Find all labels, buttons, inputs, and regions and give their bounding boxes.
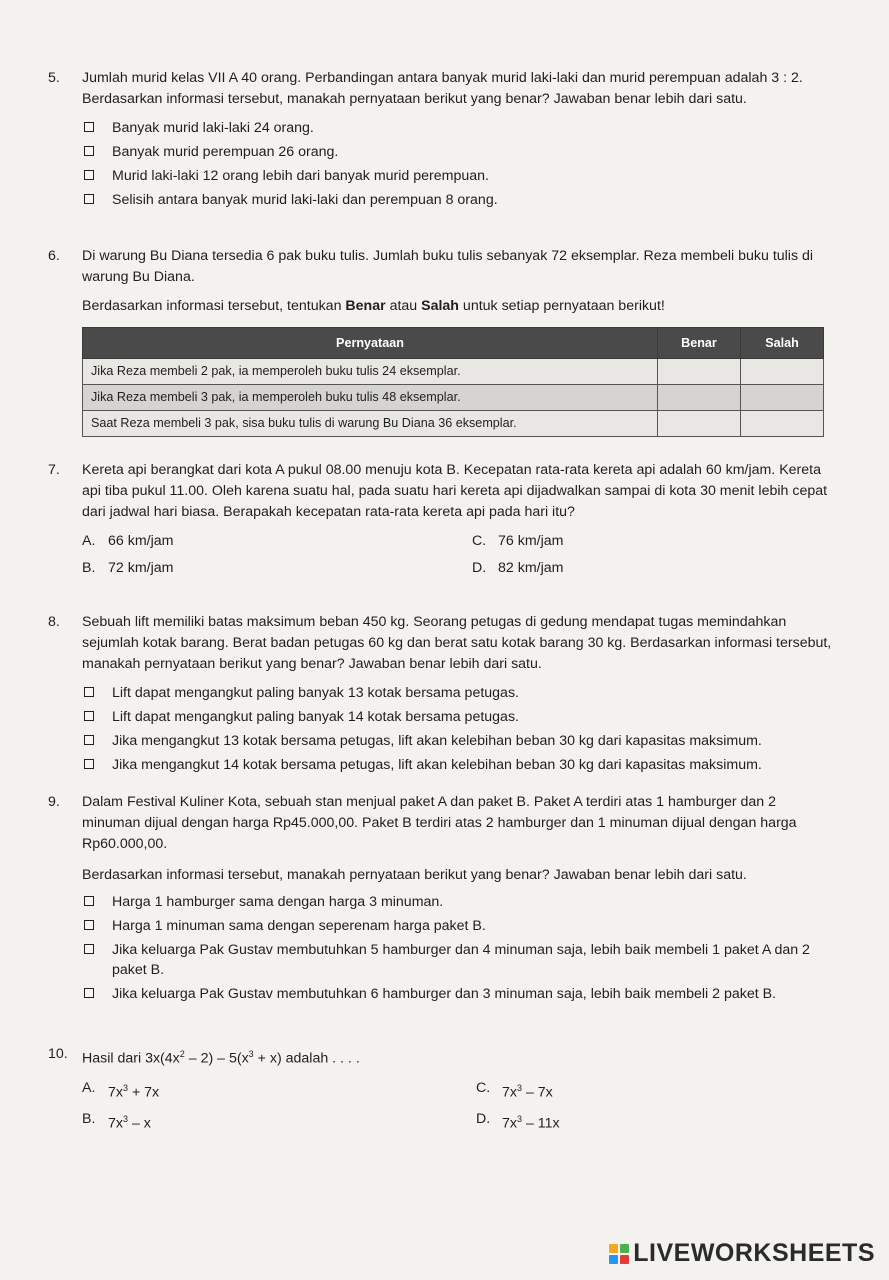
choice-rest: – x [128, 1116, 151, 1133]
question-6 [48, 246, 833, 437]
question-number: 8. [48, 614, 60, 630]
header-pernyataan: Pernyataan [83, 328, 658, 359]
question-7 [48, 460, 833, 579]
choice-value: 82 km/jam [498, 560, 564, 576]
option-label: Selisih antara banyak murid laki-laki dan perempuan 8 orang. [112, 192, 498, 208]
choice-value: 72 km/jam [108, 560, 174, 576]
expr-part: Hasil dari 3x(4x [82, 1050, 180, 1067]
option-label: Jika mengangkut 13 kotak bersama petugas, lift akan kelebihan beban 30 kg dari kapasitas maksimum. [112, 733, 762, 749]
checkbox[interactable] [84, 988, 94, 998]
choice-value: 76 km/jam [498, 533, 564, 549]
salah-cell[interactable] [741, 411, 824, 437]
question-number: 7. [48, 462, 60, 478]
checkbox-option[interactable] [84, 707, 833, 727]
table-row [83, 385, 824, 411]
question-text: Kereta api berangkat dari kota A pukul 08.00 menuju kota B. Kecepatan rata-rata kereta api adalah 60 km/jam. Kereta api tiba pukul 11.00. Oleh karena suatu hal, pada suatu hari kereta api dijadwalkan sampai di kota 30 menit lebih cepat dari jadwal hari biasa. Berapakah kecepatan rata-rata kereta api pada hari itu? [82, 462, 828, 520]
choice-grid [82, 531, 833, 579]
choice-letter: D. [472, 560, 487, 576]
choice-base: 7x [502, 1116, 517, 1133]
question-text: Sebuah lift memiliki batas maksimum beban 450 kg. Seorang petugas di gedung mendapat tugas memindahkan sejumlah kotak barang. Berat badan petugas 60 kg dan berat satu kotak barang 30 kg. Berdasarkan informasi tersebut, manakah pernyataan berikut yang benar? Jawaban benar lebih dari satu. [82, 614, 832, 672]
checkbox-option[interactable] [84, 190, 833, 210]
instruction-text: untuk setiap pernyataan berikut! [458, 298, 665, 314]
option-label: Jika keluarga Pak Gustav membutuhkan 5 hamburger dan 4 minuman saja, lebih baik membeli 1 paket A dan 2 paket B. [112, 942, 810, 978]
question-text: Dalam Festival Kuliner Kota, sebuah stan menjual paket A dan paket B. Paket A terdiri atas 1 hamburger dan 2 minuman dijual dengan harga Rp45.000,00. Paket B terdiri atas 2 hamburger dan 1 minuman dijual dengan harga Rp60.000,00. [82, 794, 797, 852]
question-number: 6. [48, 248, 60, 264]
table-row [83, 359, 824, 385]
choice-rest: + 7x [128, 1084, 160, 1101]
instruction-text: Berdasarkan informasi tersebut, tentukan [82, 298, 346, 314]
option-label: Jika keluarga Pak Gustav membutuhkan 6 hamburger dan 3 minuman saja, lebih baik membeli 2 paket B. [112, 986, 777, 1002]
question-9 [48, 792, 833, 1004]
choice-value [108, 1078, 159, 1104]
checkbox-option[interactable] [84, 683, 833, 703]
choice-exponent: 3 [516, 1114, 522, 1125]
benar-cell[interactable] [658, 359, 741, 385]
choice-letter: D. [476, 1111, 491, 1128]
option-label: Harga 1 hamburger sama dengan harga 3 minuman. [112, 894, 444, 910]
checkbox-option[interactable] [84, 118, 833, 138]
checkbox[interactable] [84, 759, 94, 769]
header-benar: Benar [658, 328, 741, 359]
checkbox-option[interactable] [84, 166, 833, 186]
choice-letter: C. [476, 1079, 491, 1096]
benar-cell[interactable] [658, 411, 741, 437]
option-label: Banyak murid perempuan 26 orang. [112, 144, 339, 160]
benar-cell[interactable] [658, 385, 741, 411]
instruction-text: atau [385, 298, 422, 314]
checkbox[interactable] [84, 194, 94, 204]
choice-a[interactable] [82, 1078, 476, 1104]
choice-letter: B. [82, 560, 96, 576]
choice-value [108, 1109, 151, 1135]
checkbox-option[interactable] [84, 755, 833, 775]
statement-table [82, 327, 824, 437]
option-label: Lift dapat mengangkut paling banyak 14 kotak bersama petugas. [112, 709, 519, 725]
table-row [83, 411, 824, 437]
choice-letter: A. [82, 1079, 96, 1096]
checkbox[interactable] [84, 944, 94, 954]
choice-grid [82, 1078, 833, 1135]
checkbox-option[interactable] [84, 892, 833, 912]
instruction [82, 296, 833, 317]
option-label: Lift dapat mengangkut paling banyak 13 kotak bersama petugas. [112, 685, 519, 701]
instruction-salah: Salah [421, 298, 459, 314]
checkbox-option[interactable] [84, 731, 833, 751]
checkbox[interactable] [84, 122, 94, 132]
checkbox[interactable] [84, 896, 94, 906]
logo-square [609, 1244, 618, 1253]
expr-exponent: 2 [179, 1049, 185, 1059]
salah-cell[interactable] [741, 359, 824, 385]
expr-exponent: 3 [248, 1049, 254, 1059]
choice-b[interactable] [82, 1109, 476, 1135]
statement-cell: Jika Reza membeli 3 pak, ia memperoleh buku tulis 48 eksemplar. [83, 385, 658, 411]
question-10 [48, 1044, 833, 1135]
choice-letter: A. [82, 533, 96, 549]
choice-base: 7x [108, 1116, 123, 1133]
statement-cell: Jika Reza membeli 2 pak, ia memperoleh buku tulis 24 eksemplar. [83, 359, 658, 385]
checkbox-option[interactable] [84, 142, 833, 162]
question-text: Di warung Bu Diana tersedia 6 pak buku tulis. Jumlah buku tulis sebanyak 72 eksemplar. Reza membeli buku tulis di warung Bu Diana. [82, 248, 814, 285]
choice-c[interactable] [476, 1078, 776, 1104]
instruction: Berdasarkan informasi tersebut, manakah pernyataan berikut yang benar? Jawaban benar lebih dari satu. [82, 867, 747, 883]
question-text: Jumlah murid kelas VII A 40 orang. Perbandingan antara banyak murid laki-laki dan murid perempuan adalah 3 : 2. Berdasarkan informasi tersebut, manakah pernyataan berikut yang benar? Jawaban benar lebih dari satu. [82, 70, 803, 107]
choice-letter: C. [472, 533, 487, 549]
table-header-row [83, 328, 824, 359]
logo-square [609, 1255, 618, 1264]
choice-rest: – 11x [522, 1116, 560, 1133]
question-number: 5. [48, 70, 60, 86]
choice-base: 7x [502, 1084, 517, 1101]
choice-exponent: 3 [122, 1082, 128, 1093]
choice-exponent: 3 [516, 1082, 522, 1093]
choice-d[interactable] [476, 1109, 776, 1135]
option-label: Banyak murid laki-laki 24 orang. [112, 120, 314, 136]
expr-part: – 2) – 5(x [184, 1050, 249, 1067]
choice-value [502, 1109, 560, 1135]
question-8 [48, 612, 833, 775]
option-label: Jika mengangkut 14 kotak bersama petugas, lift akan kelebihan beban 30 kg dari kapasitas maksimum. [112, 757, 762, 773]
checkbox-option[interactable] [84, 916, 833, 936]
question-5 [48, 68, 833, 210]
choice-a[interactable] [82, 531, 472, 552]
choice-value: 66 km/jam [108, 533, 174, 549]
question-number: 10. [48, 1046, 68, 1062]
checkbox[interactable] [84, 735, 94, 745]
choice-base: 7x [108, 1084, 123, 1101]
logo-square [620, 1244, 629, 1253]
expr-part: + x) adalah . . . . [253, 1050, 360, 1067]
choice-exponent: 3 [122, 1114, 128, 1125]
choice-rest: – 7x [522, 1084, 553, 1101]
liveworksheets-logo [609, 1239, 875, 1268]
question-text [82, 1044, 833, 1070]
choice-d[interactable] [472, 558, 772, 579]
checkbox[interactable] [84, 687, 94, 697]
checkbox-option[interactable] [84, 984, 833, 1004]
instruction-benar: Benar [345, 298, 386, 314]
choice-b[interactable] [82, 558, 472, 579]
brand-name: LIVEWORKSHEETS [633, 1239, 875, 1267]
choice-letter: B. [82, 1111, 96, 1128]
question-number: 9. [48, 794, 60, 810]
checkbox[interactable] [84, 711, 94, 721]
checkbox[interactable] [84, 170, 94, 180]
option-label: Harga 1 minuman sama dengan seperenam harga paket B. [112, 918, 486, 934]
choice-value [502, 1078, 553, 1104]
header-salah: Salah [741, 328, 824, 359]
choice-c[interactable] [472, 531, 772, 552]
checkbox[interactable] [84, 920, 94, 930]
option-label: Murid laki-laki 12 orang lebih dari banyak murid perempuan. [112, 168, 489, 184]
salah-cell[interactable] [741, 385, 824, 411]
logo-square [620, 1255, 629, 1264]
statement-cell: Saat Reza membeli 3 pak, sisa buku tulis di warung Bu Diana 36 eksemplar. [83, 411, 658, 437]
checkbox[interactable] [84, 146, 94, 156]
logo-grid-icon [609, 1244, 629, 1264]
checkbox-option[interactable] [84, 940, 833, 980]
